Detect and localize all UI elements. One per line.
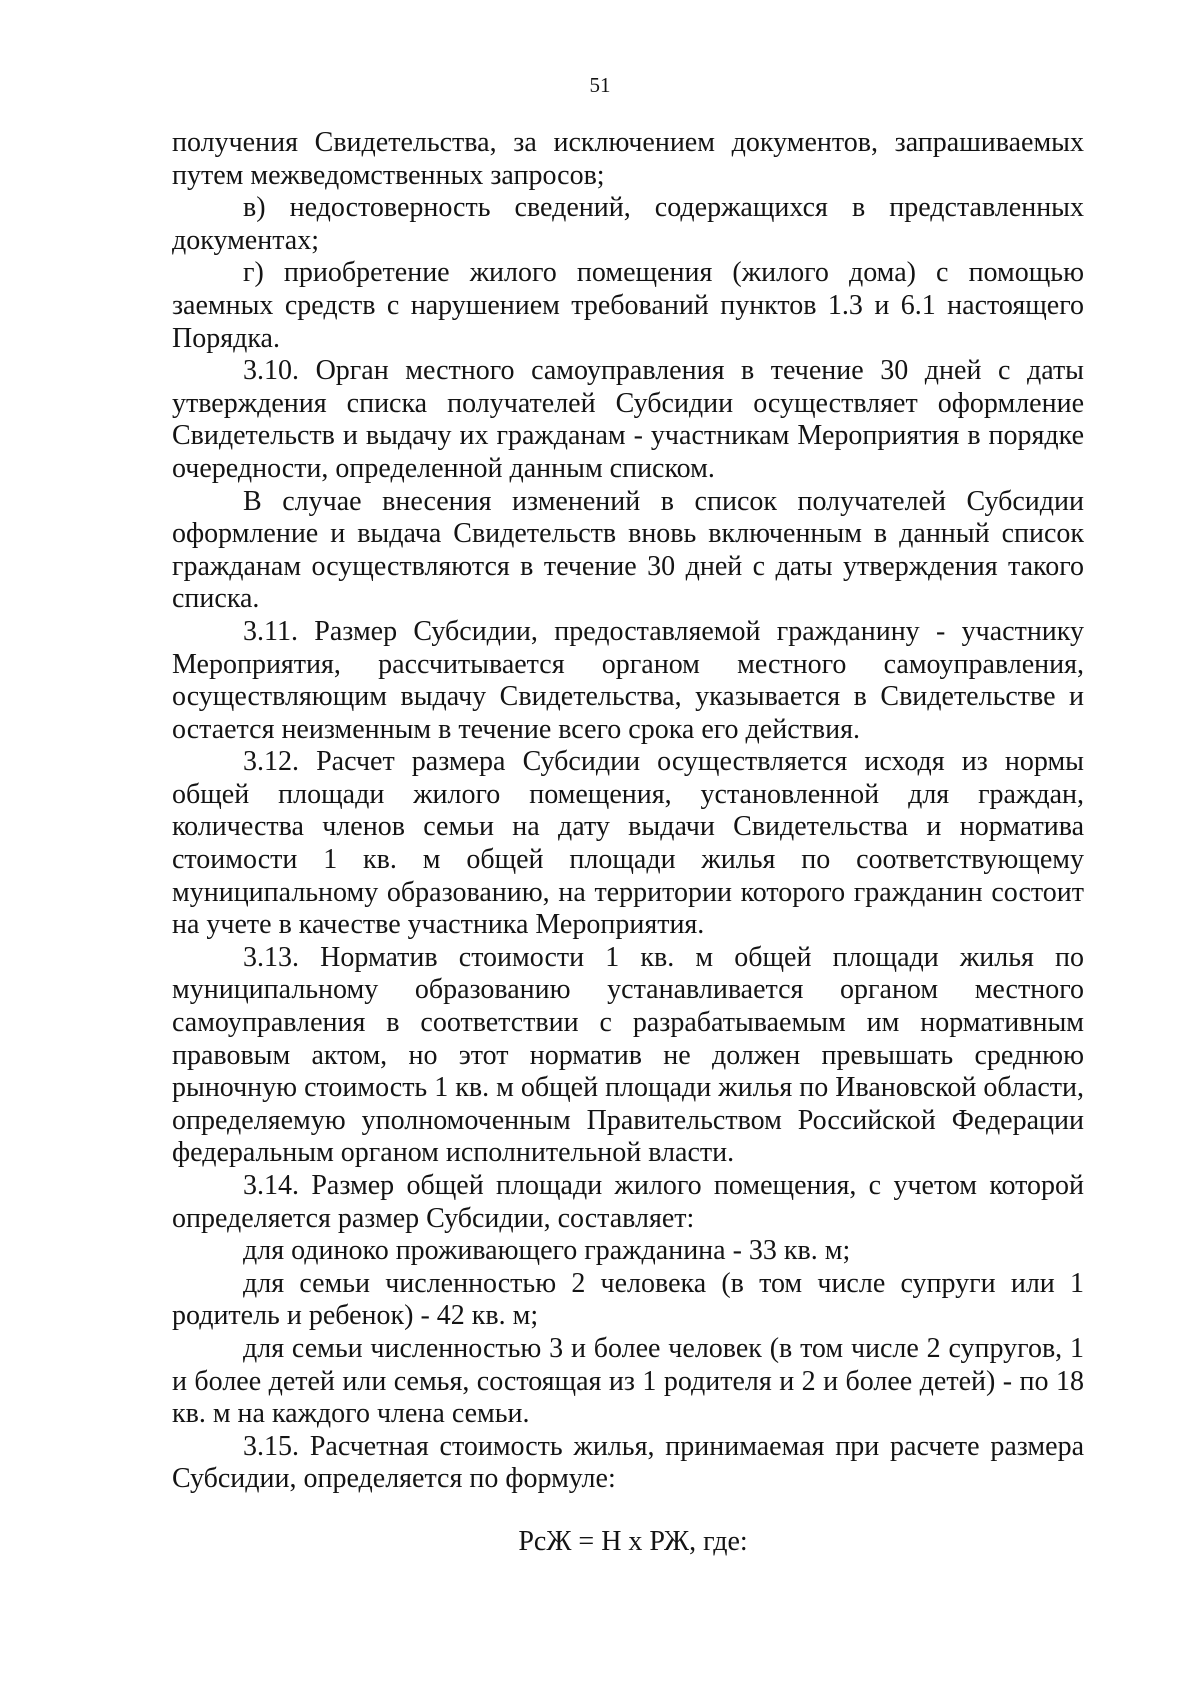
paragraph-3-12: 3.12. Расчет размера Субсидии осуществляется исходя из нормы общей площади жилого помещения, установленной для граждан, количества членов семьи на дату выдачи Свидетельства и норматива стоимости 1 кв. м общей площади жилья по соответствующему муниципальному образованию, на территории которого гражданин состоит на учете в качестве участника Мероприятия. (172, 746, 1084, 941)
paragraph-continuation: получения Свидетельства, за исключением документов, запрашиваемых путем межведомственных запросов; (172, 127, 1084, 191)
paragraph-item-v: в) недостоверность сведений, содержащихся в представленных документах; (172, 192, 1084, 256)
paragraph-3-11: 3.11. Размер Субсидии, предоставляемой гражданину - участнику Мероприятия, рассчитывается органом местного самоуправления, осуществляющим выдачу Свидетельства, указывается в Свидетельстве и остается неизменным в течение всего срока его действия. (172, 615, 1084, 745)
paragraph-3-10: 3.10. Орган местного самоуправления в течение 30 дней с даты утверждения списка получателей Субсидии осуществляет оформление Свидетельств и выдачу их гражданам - участникам Мероприятия в порядке очередности, определенной данным списком. (172, 355, 1084, 484)
paragraph-item-g: г) приобретение жилого помещения (жилого дома) с помощью заемных средств с нарушением требований пунктов 1.3 и 6.1 настоящего Порядка. (172, 257, 1084, 354)
paragraph-3-14-three-plus: для семьи численностью 3 и более человек (в том числе 2 супругов, 1 и более детей или семья, состоящая из 1 родителя и 2 и более детей) - по 18 кв. м на каждого члена семьи. (172, 1332, 1084, 1430)
formula: РсЖ = Н х РЖ, где: (518, 1526, 748, 1557)
page-number: 51 (589, 73, 611, 97)
paragraph-3-14-two: для семьи численностью 2 человека (в том числе супруги или 1 родитель и ребенок) - 42 кв. м; (172, 1267, 1084, 1332)
paragraph-3-14-single: для одиноко проживающего гражданина - 33 кв. м; (243, 1235, 851, 1267)
paragraph-3-10-changes: В случае внесения изменений в список получателей Субсидии оформление и выдача Свидетельств вновь включенным в данный список гражданам осуществляются в течение 30 дней с даты утверждения такого списка. (172, 485, 1084, 615)
paragraph-3-15: 3.15. Расчетная стоимость жилья, принимаемая при расчете размера Субсидии, определяется по формуле: (172, 1430, 1084, 1495)
paragraph-3-14: 3.14. Размер общей площади жилого помещения, с учетом которой определяется размер Субсидии, составляет: (172, 1170, 1084, 1234)
paragraph-3-13: 3.13. Норматив стоимости 1 кв. м общей площади жилья по муниципальному образованию устанавливается органом местного самоуправления в соответствии с разрабатываемым им нормативным правовым актом, но этот норматив не должен превышать среднюю рыночную стоимость 1 кв. м общей площади жилья по Ивановской области, определяемую уполномоченным Правительством Российской Федерации федеральным органом исполнительной власти. (172, 941, 1084, 1169)
document-body (172, 127, 1084, 1496)
